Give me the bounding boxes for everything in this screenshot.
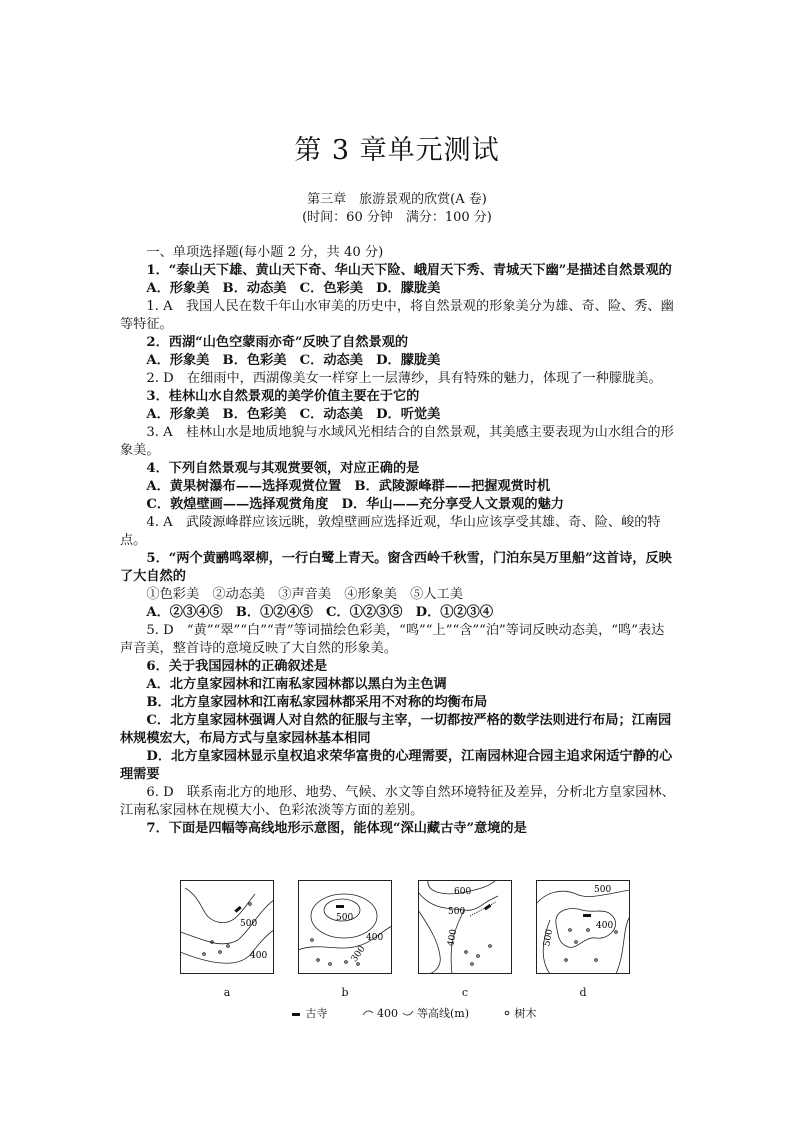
legend-tree: 树木 [503,1005,537,1021]
question-1: 1．“泰山天下雄、黄山天下奇、华山天下险、峨眉天下秀、青城天下幽”是描述自然景观的 [146,263,672,278]
question-3: 3．桂林山水自然景观的美学价值主要在于它的 [146,389,420,404]
page-title: 第 3 章单元测试 [294,135,500,166]
legend-contour: 400 等高线(m) [362,1005,470,1021]
contour-label-b-3: 300 [349,944,368,965]
answer-2: 2. D 在细雨中，西湖像美女一样穿上一层薄纱，具有特殊的魅力，体现了一种朦胧美。 [146,371,662,386]
question-5: 5．“两个黄鹂鸣翠柳，一行白鹭上青天。窗含西岭千秋雪，门泊东吴万里船”这首诗，反映了大自然的 [120,551,672,584]
figure-label-a: a [223,986,231,999]
contour-label-c-1: 600 [454,887,472,897]
contour-figures [180,880,640,1030]
contour-label-a-2: 400 [250,951,268,961]
contour-line-icon [362,1009,374,1017]
question-7: 7．下面是四幅等高线地形示意图，能体现“深山藏古寺”意境的是 [146,821,527,836]
contour-map-d [536,880,630,974]
answer-1: 1. A 我国人民在数千年山水审美的历史中，将自然景观的形象美分为雄、奇、险、秀、幽等特征。 [120,299,674,332]
answer-4: 4. A 武陵源峰群应该远眺，敦煌壁画应选择近观，华山应该享受其雄、奇、险、峻的特点。 [120,515,661,548]
contour-map-b [298,880,392,974]
options-3: A．形象美 B．色彩美 C．动态美 D．听觉美 [146,407,441,422]
page-subtitle [0,191,794,227]
chapter-heading: 第三章 旅游景观的欣赏(A 卷) [307,192,487,207]
contour-label-b-2: 400 [366,933,384,943]
figure-legend [290,1005,650,1021]
contour-label-c-2: 500 [448,907,466,917]
legend-temple: 古寺 [290,1005,328,1021]
tree-marker-icon [503,1009,511,1017]
section-heading: 一、单项选择题(每小题 2 分，共 40 分) [146,245,384,260]
figure-label-b: b [341,986,349,999]
question-5-items: ①色彩美 ②动态美 ③声音美 ④形象美 ⑤人工美 [146,587,463,602]
figure-label-c: c [461,986,469,999]
exam-info: (时间：60 分钟 满分：100 分) [302,210,492,225]
contour-label-d-1: 500 [594,885,612,895]
contour-label-b-1: 500 [336,913,354,923]
option-6d: D．北方皇家园林显示皇权追求荣华富贵的心理需要，江南园林迎合园主追求闲适宁静的心理需要 [120,749,673,782]
question-2: 2．西湖“山色空蒙雨亦奇”反映了自然景观的 [146,335,409,350]
answer-5: 5. D “黄”“翠”“白”“青”等词描绘色彩美，“鸣”“上”“含”“泊”等词反映动态美，“鸣”表达声音美，整首诗的意境反映了大自然的形象美。 [120,623,665,656]
answer-6: 6. D 联系南北方的地形、地势、气候、水文等自然环境特征及差异，分析北方皇家园林、江南私家园林在规模大小、色彩浓淡等方面的差别。 [120,785,675,818]
question-body [120,244,676,838]
options-5: A．②③④⑤ B．①②④⑤ C．①②③⑤ D．①②③④ [146,605,494,620]
contour-label-d-2: 400 [596,921,614,931]
question-6: 6．关于我国园林的正确叙述是 [146,659,328,674]
options-4-ab: A．黄果树瀑布——选择观赏位置 B．武陵源峰群——把握观赏时机 [146,479,551,494]
contour-label-a-1: 500 [240,919,258,929]
contour-map-c [418,880,512,974]
answer-3: 3. A 桂林山水是地质地貌与水域风光相结合的自然景观，其美感主要表现为山水组合的形象美。 [120,425,674,458]
option-6c: C．北方皇家园林强调人对自然的征服与主宰，一切都按严格的数学法则进行布局；江南园林规模宏大，布局方式与皇家园林基本相同 [120,713,672,746]
contour-map-a [180,880,274,974]
options-1: A．形象美 B．动态美 C．色彩美 D．朦胧美 [146,281,441,296]
figure-label-d: d [579,986,587,999]
contour-line-icon-2 [402,1009,414,1017]
option-6a: A．北方皇家园林和江南私家园林都以黑白为主色调 [146,677,447,692]
question-4: 4．下列自然景观与其观赏要领，对应正确的是 [146,461,420,476]
options-4-cd: C．敦煌壁画——选择观赏角度 D．华山——充分享受人文景观的魅力 [146,497,564,512]
temple-marker-icon [290,1011,302,1017]
contour-label-c-3: 400 [446,928,460,948]
option-6b: B．北方皇家园林和江南私家园林都采用不对称的均衡布局 [146,695,488,710]
options-2: A．形象美 B．色彩美 C．动态美 D．朦胧美 [146,353,441,368]
contour-label-d-3: 500 [542,928,556,948]
